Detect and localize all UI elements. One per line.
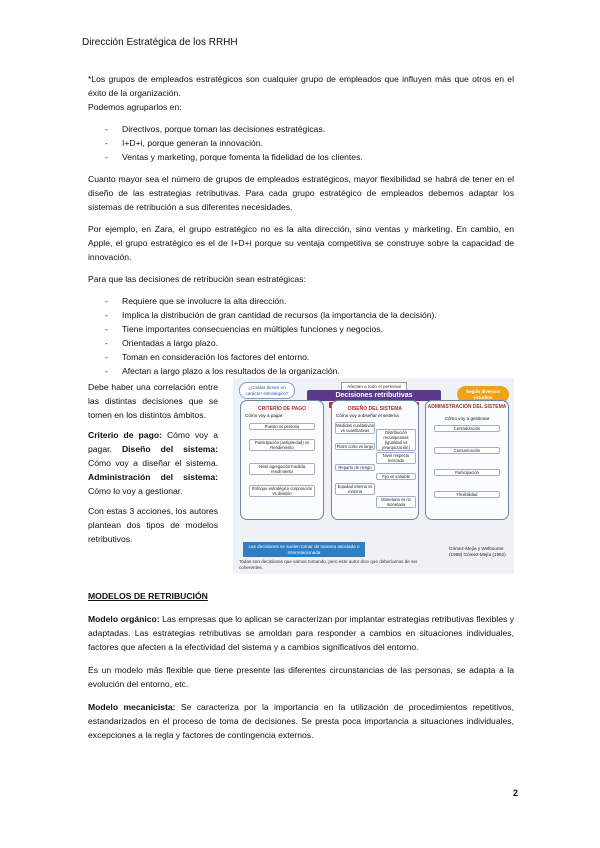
list-item: - Tiene importantes consecuencias en múltiples funciones y negocios. <box>88 322 514 336</box>
diagram-box: Plazo corto vs largo <box>336 444 374 449</box>
diagram-box: Nivel respecto mercado <box>376 452 416 464</box>
list-conditions <box>88 294 514 378</box>
paragraph-two-models: Con estas 3 acciones, los autores plantean dos tipos de modelos retributivos. <box>88 506 218 544</box>
list-item: - Requiere que se involucre la alta dirección. <box>88 294 514 308</box>
text-mechanistic-model: Se caracteriza por la importancia en la utilización de procedimientos repetitivos, estandarizados en el proceso de toma de decisiones. Se presta poca importancia a situaciones individuales, excepciones a la regla y factores de contingencia externos. <box>88 702 514 740</box>
paragraph-strategic-groups: *Los grupos de empleados estratégicos son cualquier grupo de empleados que influyen más que otros en el éxito de la organización. <box>88 74 514 98</box>
paragraph-organic-flexible: Es un modelo más flexible que tiene presente las diferentes circunstancias de las personas, se adapta a la evolución del entorno, etc. <box>88 665 514 689</box>
list-item: - Directivos, porque toman las decisiones estratégicas. <box>88 122 514 136</box>
diagram-box: Reparto de riesgo <box>335 464 375 471</box>
label-diseno: Diseño del sistema: <box>121 444 218 454</box>
diagram-box: Puesto vs persona <box>249 423 315 430</box>
paragraph-organic-model <box>88 612 514 654</box>
diagram-box: Participación <box>434 469 500 476</box>
diagram-bottom-note: Todas son decisiones que vamos tomando, pero este autor dice que deberíamos de ser coherentes. <box>239 559 418 570</box>
diagram-box: Enfoque estratégico corporación vs división <box>249 485 315 497</box>
paragraph-correlation: Debe haber una correlación entre las distintas decisiones que se tomen en los distintos ámbitos. <box>88 382 218 420</box>
label-administracion: Administración del sistema: <box>88 472 218 482</box>
diagram-top-note: Afectan a todo el personal <box>341 382 407 392</box>
diagram-box: Participación (antigüedad) vs Rendimiento <box>249 439 315 451</box>
diagram-box: Fijo vs variable <box>376 473 416 480</box>
text-diseno: Cómo voy a diseñar el sistema. <box>88 458 218 468</box>
page-number: 2 <box>513 788 519 798</box>
column-criterio-pago <box>240 400 324 520</box>
side-text <box>88 380 218 546</box>
label-criterio: Criterio de pago: <box>88 430 162 440</box>
section-title: MODELOS DE RETRIBUCIÓN <box>88 591 208 601</box>
diagram-box: Comunicación <box>434 447 500 454</box>
paragraph-conditions: Para que las decisiones de retribución sean estratégicas: <box>88 274 306 284</box>
list-item: - I+D+i, porque generan la innovación. <box>88 136 514 150</box>
label-organic-model: Modelo orgánico: <box>88 614 160 624</box>
diagram-box: Distribución recompensas (igualdad vs jerarquización) <box>376 429 416 451</box>
column-administracion-sistema <box>425 400 509 520</box>
models-section <box>88 589 514 742</box>
page-header: Dirección Estratégica de los RRHH <box>82 37 238 48</box>
list-item: - Afectan a largo plazo a los resultados de la organización. <box>88 364 514 378</box>
diagram-question-bubble: ¿Cuáles tienen un carácter estratégico? <box>239 382 295 399</box>
column-title: DISEÑO DEL SISTEMA <box>347 406 403 412</box>
column-subtitle: Cómo voy a pagar <box>245 413 283 418</box>
list-strategic-groups <box>88 122 514 164</box>
diagram-box: Medidas cualitativas vs cuantitativas <box>336 423 374 433</box>
column-subtitle: Cómo voy a diseñar el sistema <box>336 413 399 418</box>
text-administracion: Cómo lo voy a gestionar. <box>88 486 183 496</box>
column-title: CRITERIO DE PAGO <box>258 406 306 412</box>
list-item: - Ventas y marketing, porque fomenta la fidelidad de los clientes. <box>88 150 514 164</box>
paragraph-group-intro: Podemos agruparlos en: <box>88 102 182 112</box>
diagram-box: Centralización <box>434 425 500 432</box>
column-subtitle: Cómo voy a gestionar <box>444 416 490 421</box>
paragraph-mechanistic-model <box>88 700 514 742</box>
intro-block <box>88 72 514 378</box>
diagram-box: Flexibilidad <box>434 491 500 498</box>
text-organic-model: Las empresas que lo aplican se caracterizan por implantar estrategias retributivas flexibles y adaptadas. Las estrategias retributivas se amoldan para responder a cambios en situaciones individuales, factores que afecten a la efectividad del sistema y a cambios significativos del entorno. <box>88 614 514 652</box>
list-item: - Toman en consideración los factores del entorno. <box>88 350 514 364</box>
paragraph-example: Por ejemplo, en Zara, el grupo estratégico no es la alta dirección, sino ventas y marketing. En cambio, en Apple, el grupo estratégico es el de I+D+i porque su ventaja competitiva se construye sobre la capacidad de innovación. <box>88 224 514 262</box>
diagram-authors-tag: Según diversos estudios <box>457 386 509 403</box>
list-item: - Orientadas a largo plazo. <box>88 336 514 350</box>
retribution-diagram <box>233 378 514 574</box>
column-diseno-sistema <box>331 400 419 520</box>
column-title: ADMINISTRACIÓN DEL SISTEMA <box>427 404 507 410</box>
diagram-box: Monetaria vs no monetaria <box>376 496 416 508</box>
list-item: - Implica la distribución de gran cantidad de recursos (la importancia de la decisión). <box>88 308 514 322</box>
text-criterio: Cómo voy a pagar. <box>88 430 218 454</box>
paragraph-three-actions <box>88 428 218 498</box>
diagram-box: Nivel agregación medida rendimiento <box>249 463 315 475</box>
diagram-bottom-box: Las decisiones se suelen tomar de manera asociada o interrelacionada <box>243 542 365 557</box>
diagram-box: Equidad interna vs externa <box>335 483 375 495</box>
paragraph-flexibility: Cuanto mayor sea el número de grupos de empleados estratégicos, mayor flexibilidad se habrá de tener en el diseño de las estrategias retributivas. Para cada grupo estratégico de empleados debemos adaptar los sistemas de retribución a sus diferentes necesidades. <box>88 174 514 212</box>
label-mechanistic-model: Modelo mecanicista: <box>88 702 176 712</box>
diagram-citation: Gómez-Mejía y Welbourne (1998) Gómez-Mejía (1992) <box>449 546 506 557</box>
diagram-banner: Decisiones retributivas <box>307 390 441 401</box>
